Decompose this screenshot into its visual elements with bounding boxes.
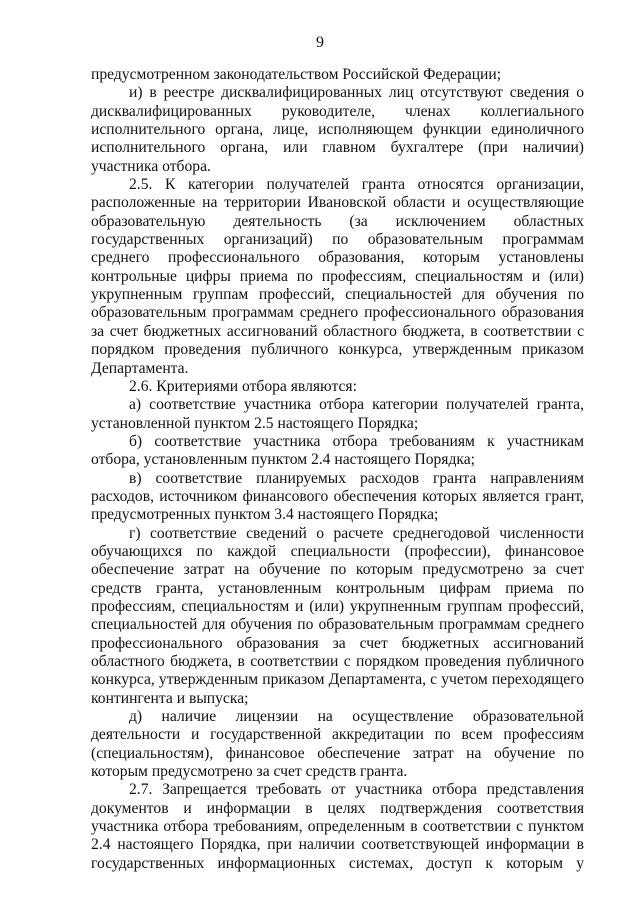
paragraph-2-7: 2.7. Запрещается требовать от участника отбора представления документов и информации в целях подтверждения соответствия участника отбора требованиям, определенным в соответствии с пунктом 2.4 настоящего Порядка, при наличии соответствующей информации в государственных информационных системах, доступ к которым у	[91, 781, 584, 872]
page-number: 9	[316, 34, 324, 51]
paragraph-continuation: предусмотренном законодательством Российской Федерации;	[91, 66, 502, 83]
paragraph-criterion-a: а) соответствие участника отбора категории получателей гранта, установленной пунктом 2.5 настоящего Порядка;	[91, 396, 584, 432]
document-body	[91, 66, 584, 873]
paragraph-criterion-v: в) соответствие планируемых расходов гранта направлениям расходов, источником финансового обеспечения которых является грант, предусмотренных пунктом 3.4 настоящего Порядка;	[91, 469, 584, 524]
paragraph-criterion-g: г) соответствие сведений о расчете среднегодовой численности обучающихся по каждой специальности (профессии), финансовое обеспечение затрат на обучение по которым предусмотрено за счет средств гранта, установленным контрольным цифрам приема по профессиям, специальностям и (или) укрупненным группам профессий, специальностей для обучения по образовательным программам среднего профессионального образования за счет бюджетных ассигнований областного бюджета, в соответствии с порядком проведения публичного конкурса, утвержденным приказом Департамента, с учетом переходящего контингента и выпуска;	[91, 524, 584, 707]
paragraph-2-6: 2.6. Критериями отбора являются:	[129, 377, 357, 395]
paragraph-criterion-d: д) наличие лицензии на осуществление образовательной деятельности и государственной аккредитации по всем профессиям (специальностям), финансовое обеспечение затрат на обучение по которым предусмотрено за счет средств гранта.	[91, 708, 584, 781]
paragraph-item-i: и) в реестре дисквалифицированных лиц отсутствуют сведения о дисквалифицированных руководителе, членах коллегиального исполнительного органа, лице, исполняющем функции единоличного исполнительного органа, или главном бухгалтере (при наличии) участника отбора.	[91, 84, 584, 175]
paragraph-criterion-b: б) соответствие участника отбора требованиям к участникам отбора, установленным пунктом 2.4 настоящего Порядка;	[91, 432, 584, 469]
paragraph-2-5: 2.5. К категории получателей гранта относятся организации, расположенные на территории Ивановской области и осуществляющие образовательную деятельность (за исключением областных государственных организаций) по образовательным программам среднего профессионального образования, которым установлены контрольные цифры приема по профессиям, специальностям и (или) укрупненным группам профессий, специальностей для обучения по образовательным программам среднего профессионального образования за счет бюджетных ассигнований областного бюджета, в соответствии с порядком проведения публичного конкурса, утвержденным приказом Департамента.	[91, 176, 584, 377]
